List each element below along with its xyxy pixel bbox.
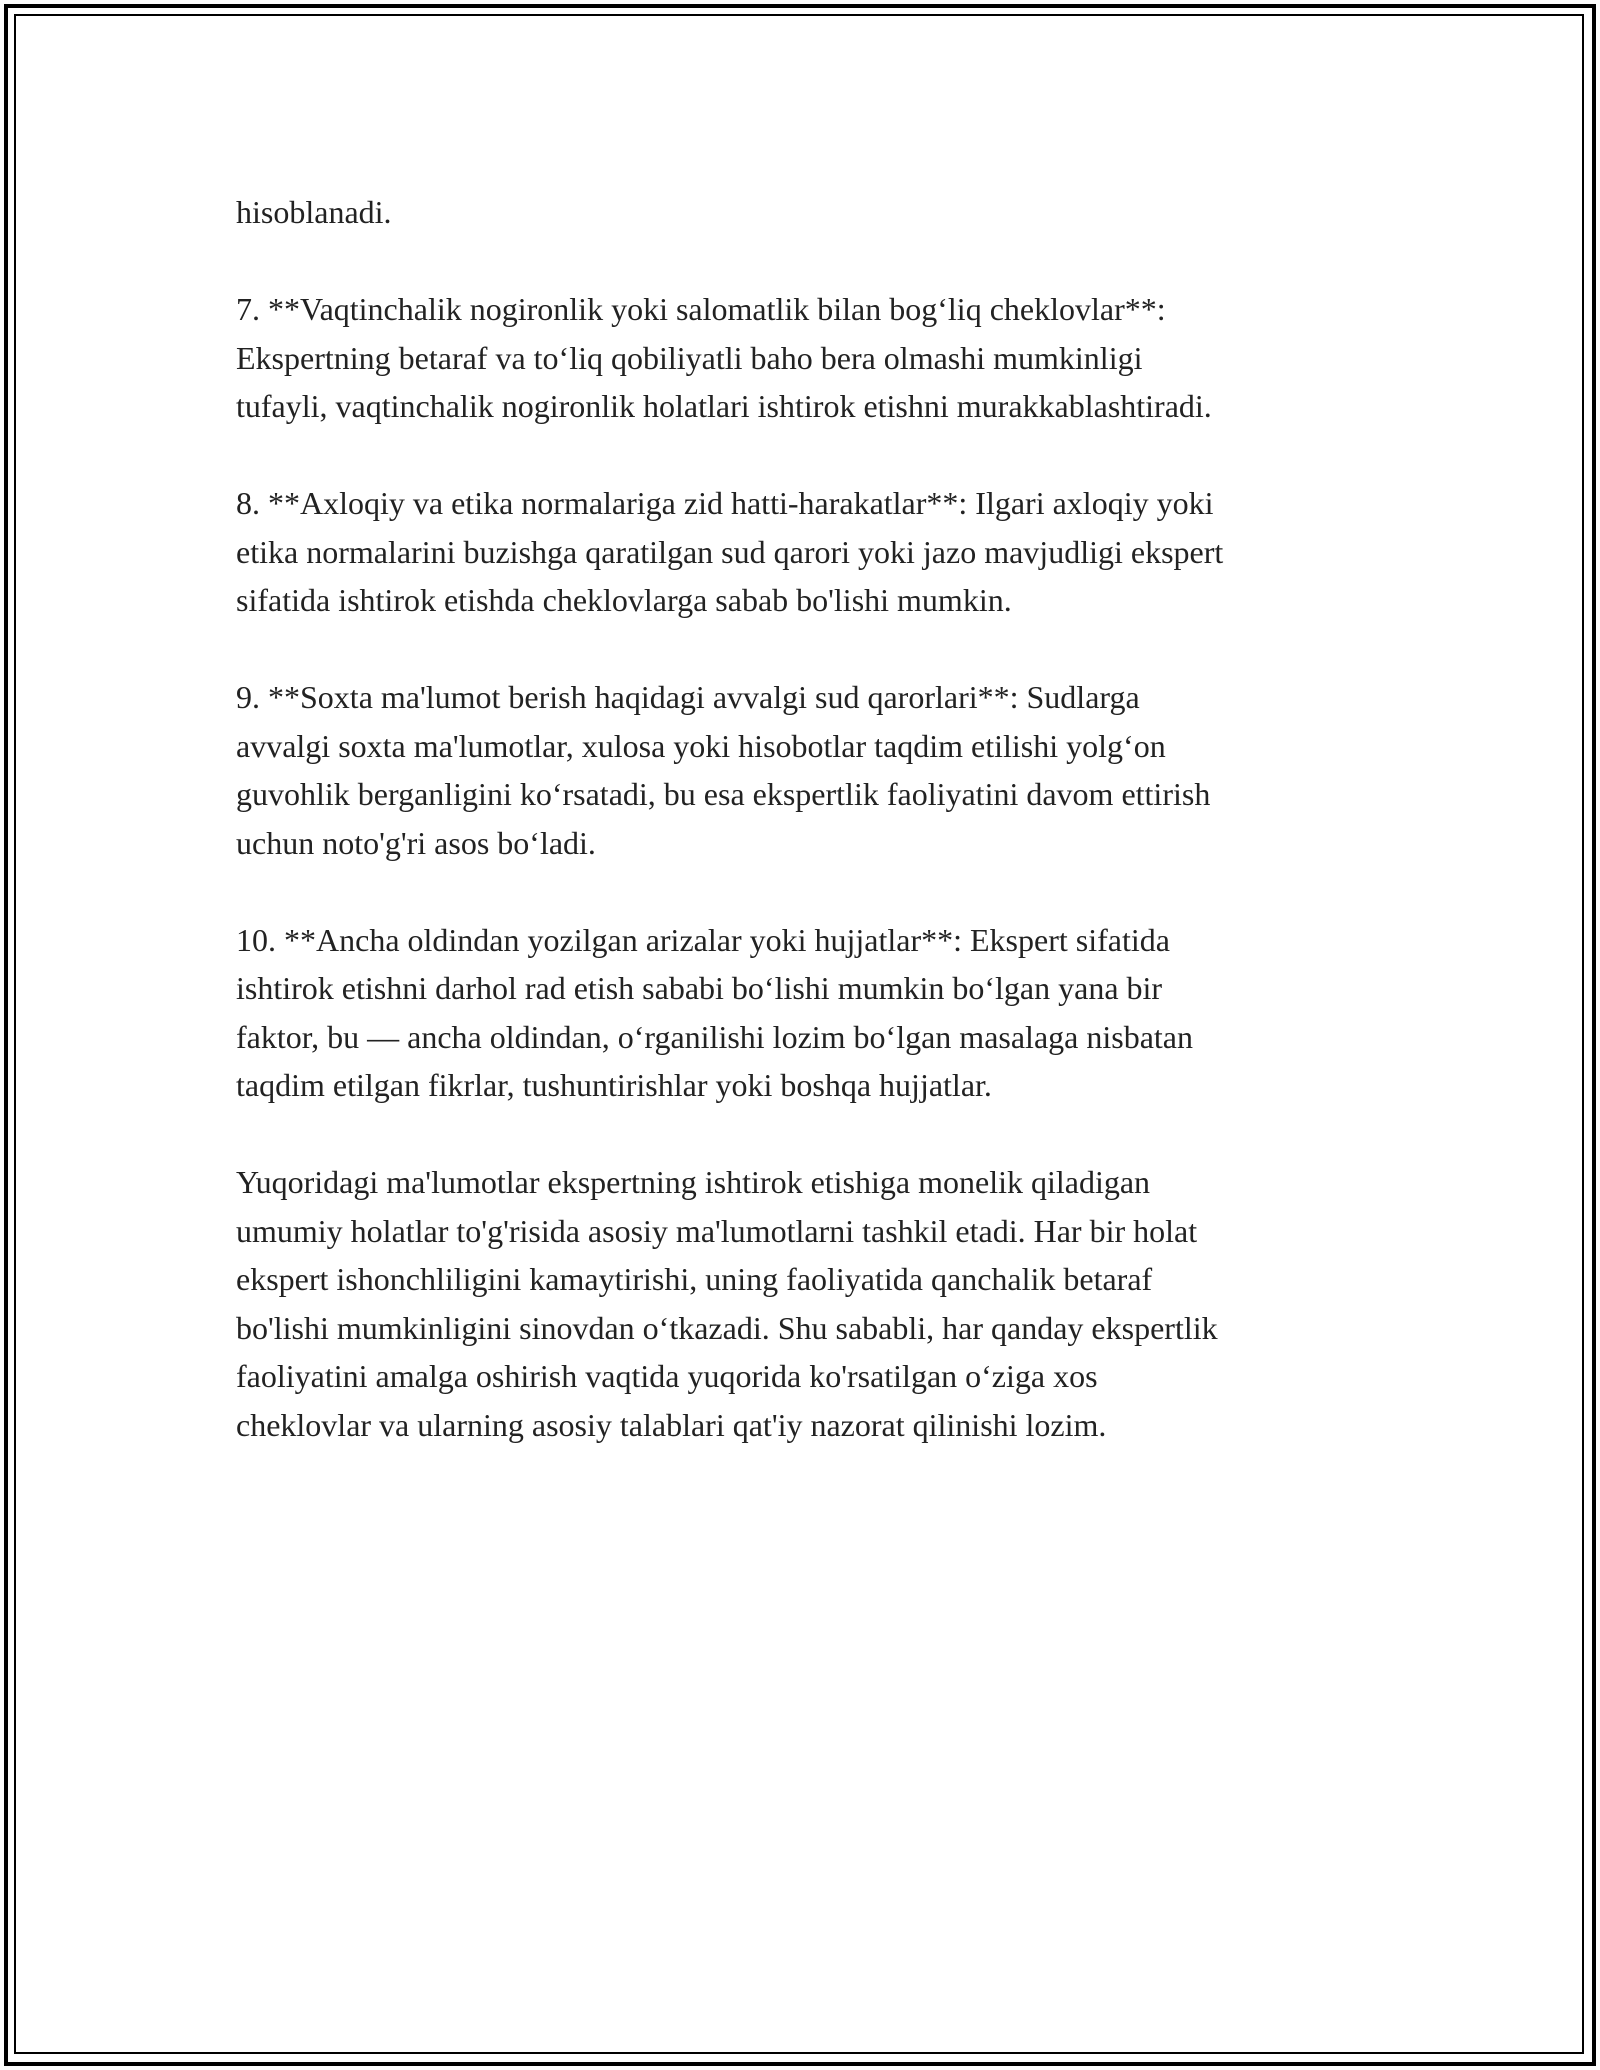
text-line: tufayli, vaqtinchalik nogironlik holatlari ishtirok etishni murakkablashtiradi. — [236, 388, 1212, 424]
text-line: Ekspertning betaraf va to‘liq qobiliyatli baho bera olmashi mumkinligi — [236, 339, 1143, 376]
text-line: ishtirok etishni darhol rad etish sababi bo‘lishi mumkin bo‘lgan yana bir — [236, 970, 1163, 1006]
text-line: faoliyatini amalga oshirish vaqtida yuqorida ko'rsatilgan o‘ziga xos — [236, 1358, 1098, 1394]
text-line: hisoblanadi. — [236, 194, 392, 230]
text-line: taqdim etilgan fikrlar, tushuntirishlar yoki boshqa hujjatlar. — [236, 1067, 992, 1103]
text-line: etika normalarini buzishga qaratilgan sud qarori yoki jazo mavjudligi ekspert — [236, 533, 1224, 570]
text-line: uchun noto'g'ri asos bo‘ladi. — [236, 824, 596, 861]
paragraph-item-9 — [236, 673, 1386, 867]
text-line: 7. **Vaqtinchalik nogironlik yoki salomatlik bilan bog‘liq cheklovlar**: — [236, 291, 1166, 327]
paragraph-continuation — [236, 188, 1386, 237]
text-line: sifatida ishtirok etishda cheklovlarga sabab bo'lishi mumkin. — [236, 582, 1012, 618]
paragraph-conclusion — [236, 1158, 1386, 1449]
text-line: 8. **Axloqiy va etika normalariga zid hatti-harakatlar**: Ilgari axloqiy yoki — [236, 485, 1214, 521]
text-line: cheklovlar va ularning asosiy talablari qat'iy nazorat qilinishi lozim. — [236, 1406, 1107, 1443]
text-line: ekspert ishonchliligini kamaytirishi, uning faoliyatida qanchalik betaraf — [236, 1261, 1153, 1297]
text-line: 10. **Ancha oldindan yozilgan arizalar yoki hujjatlar**: Ekspert sifatida — [236, 921, 1170, 958]
paragraph-item-10 — [236, 916, 1386, 1110]
paragraph-item-7 — [236, 285, 1386, 431]
text-line: bo'lishi mumkinligini sinovdan o‘tkazadi. Shu sababli, har qanday ekspertlik — [236, 1309, 1218, 1346]
text-line: 9. **Soxta ma'lumot berish haqidagi avvalgi sud qarorlari**: Sudlarga — [236, 679, 1140, 715]
text-line: avvalgi soxta ma'lumotlar, xulosa yoki hisobotlar taqdim etilishi yolg‘on — [236, 727, 1166, 764]
text-line: umumiy holatlar to'g'risida asosiy ma'lumotlarni tashkil etadi. Har bir holat — [236, 1212, 1198, 1249]
text-line: Yuqoridagi ma'lumotlar ekspertning ishtirok etishiga monelik qiladigan — [236, 1164, 1151, 1200]
paragraph-item-8 — [236, 479, 1386, 625]
text-line: guvohlik berganligini ko‘rsatadi, bu esa ekspertlik faoliyatini davom ettirish — [236, 776, 1211, 812]
document-body — [236, 188, 1386, 1498]
text-line: faktor, bu — ancha oldindan, o‘rganilishi lozim bo‘lgan masalaga nisbatan — [236, 1018, 1193, 1055]
